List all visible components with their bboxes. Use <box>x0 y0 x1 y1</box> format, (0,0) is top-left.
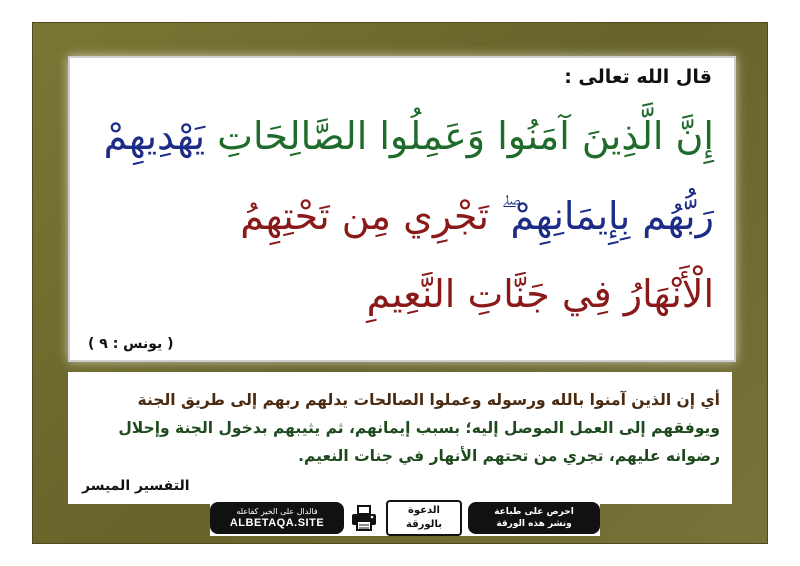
verse-intro: قال الله تعالى : <box>564 66 712 88</box>
site-url[interactable]: ALBETAQA.SITE <box>229 517 325 529</box>
call-line-2: ونشر هذه الورقة <box>496 519 572 529</box>
printer-icon <box>350 504 378 532</box>
verse-line-1-highlight: يَهْدِيهِمْ <box>103 114 206 158</box>
tafsir-text <box>80 386 720 470</box>
hadith-text: فالدال على الخير كفاعله <box>236 507 318 516</box>
tafsir-card <box>68 372 732 504</box>
verse-card <box>68 56 736 362</box>
tafsir-line-3: رضوانه عليهم، تجري من تحتهم الأنهار في جنات النعيم. <box>298 447 720 465</box>
verse-line-2-highlight: تَجْرِي مِن تَحْتِهِمُ <box>240 194 489 238</box>
print-call-badge <box>468 502 600 534</box>
verse-line-1 <box>90 116 714 158</box>
verse-line-1-text: إِنَّ الَّذِينَ آمَنُوا وَعَمِلُوا الصَّالِحَاتِ <box>205 114 714 158</box>
logo-line-2: بالورقة <box>406 519 442 530</box>
verse-line-2 <box>90 196 714 238</box>
call-line-1: احرص على طباعة <box>494 507 574 517</box>
dawah-logo <box>386 500 462 536</box>
verse-reference: ( يونس : ٩ ) <box>88 336 174 352</box>
tafsir-source: التفسير الميسر <box>82 478 190 494</box>
tafsir-line-1: أي إن الذين آمنوا بالله ورسوله وعملوا الصالحات يدلهم ربهم إلى طريق الجنة <box>137 391 720 409</box>
site-badge[interactable] <box>210 502 344 534</box>
tafsir-line-2: ويوفقهم إلى العمل الموصل إليه؛ بسبب إيمانهم، ثم يثيبهم بدخول الجنة وإحلال <box>118 419 720 437</box>
verse-line-3: الْأَنْهَارُ فِي جَنَّاتِ النَّعِيمِ <box>366 272 714 316</box>
logo-line-1: الدعوة <box>408 505 440 516</box>
footer-bar <box>210 500 600 536</box>
verse-line-2-text: رَبُّهُم بِإِيمَانِهِمْ ۖ <box>488 194 714 238</box>
